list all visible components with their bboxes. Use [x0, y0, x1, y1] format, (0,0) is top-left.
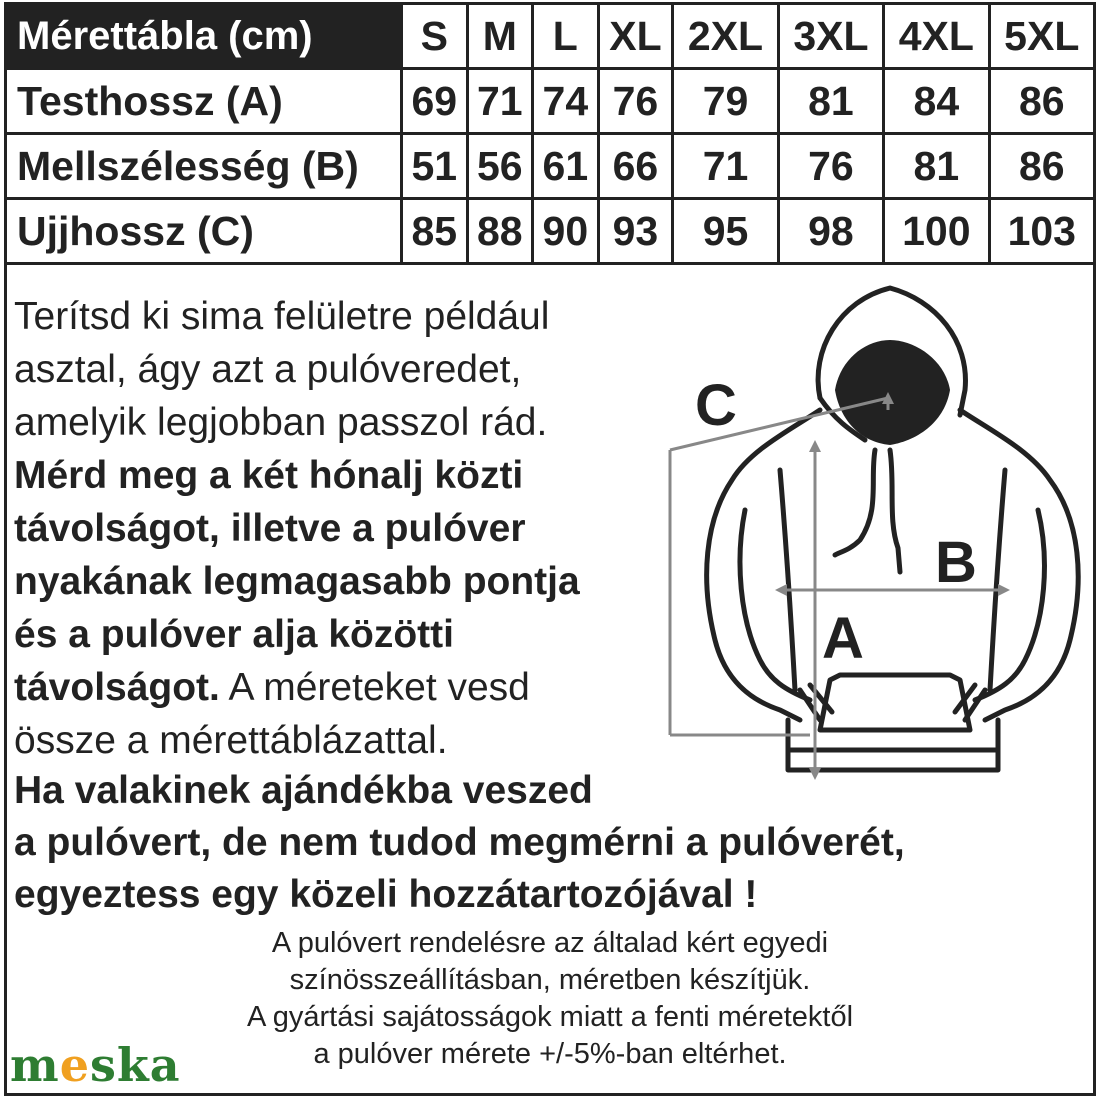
measuring-instructions	[14, 290, 580, 767]
instruction-text: A méreteket vesd	[219, 666, 530, 709]
instruction-line: össze a mérettáblázattal.	[14, 719, 448, 762]
size-col-4xl: 4XL	[884, 4, 989, 69]
table-cell: 103	[989, 199, 1094, 264]
size-col-l: L	[533, 4, 599, 69]
instruction-line: távolságot, illetve a pulóver	[14, 507, 526, 550]
instruction-line	[14, 661, 580, 714]
measure-label-b: B	[935, 530, 977, 595]
table-cell: 90	[533, 199, 599, 264]
table-title: Mérettábla (cm)	[6, 4, 402, 69]
instruction-line: Terítsd ki sima felületre például	[14, 295, 550, 338]
table-cell: 84	[884, 69, 989, 134]
table-cell: 81	[884, 134, 989, 199]
size-col-3xl: 3XL	[778, 4, 883, 69]
logo-text: e	[59, 1038, 90, 1092]
table-cell: 85	[402, 199, 468, 264]
size-col-m: M	[467, 4, 533, 69]
production-note-line: A pulóvert rendelésre az általad kért egyedi	[271, 927, 829, 959]
table-cell: 81	[778, 69, 883, 134]
instruction-bold-text: távolságot.	[14, 666, 220, 709]
table-cell: 76	[598, 69, 673, 134]
gift-note-line: a pulóvert, de nem tudod megmérni a pulóverét,	[14, 821, 905, 864]
measure-label-a: A	[822, 606, 864, 671]
table-cell: 71	[673, 134, 778, 199]
table-cell: 69	[402, 69, 468, 134]
table-cell: 56	[467, 134, 533, 199]
row-label: Mellszélesség (B)	[6, 134, 402, 199]
table-cell: 74	[533, 69, 599, 134]
table-cell: 71	[467, 69, 533, 134]
table-cell: 95	[673, 199, 778, 264]
table-row	[6, 199, 1095, 264]
instruction-line: amelyik legjobban passzol rád.	[14, 401, 548, 444]
table-cell: 61	[533, 134, 599, 199]
measure-label-c: C	[695, 373, 737, 438]
logo-text: m	[10, 1038, 60, 1092]
production-note-line: színösszeállításban, méretben készítjük.	[289, 964, 811, 996]
instruction-line: asztal, ágy azt a pulóveredet,	[14, 348, 522, 391]
logo-text: ska	[89, 1038, 181, 1092]
size-table	[4, 2, 1096, 265]
instruction-line: Mérd meg a két hónalj közti	[14, 454, 524, 497]
row-label: Testhossz (A)	[6, 69, 402, 134]
table-cell: 86	[989, 134, 1094, 199]
table-row	[6, 69, 1095, 134]
production-note-line: A gyártási sajátosságok miatt a fenti méretektől	[246, 1001, 854, 1033]
gift-note-line: egyeztess egy közeli hozzátartozójával !	[14, 873, 758, 916]
table-cell: 93	[598, 199, 673, 264]
size-header-row	[6, 4, 1095, 69]
table-cell: 88	[467, 199, 533, 264]
size-col-2xl: 2XL	[673, 4, 778, 69]
table-cell: 79	[673, 69, 778, 134]
size-col-s: S	[402, 4, 468, 69]
table-cell: 76	[778, 134, 883, 199]
meska-logo	[10, 1038, 181, 1092]
table-cell: 51	[402, 134, 468, 199]
table-cell: 66	[598, 134, 673, 199]
production-note-line: a pulóver mérete +/-5%-ban eltérhet.	[313, 1038, 787, 1070]
gift-note-line: Ha valakinek ajándékba veszed	[14, 769, 593, 812]
instruction-line: és a pulóver alja közötti	[14, 613, 454, 656]
hoodie-icon	[660, 280, 1100, 790]
table-row	[6, 134, 1095, 199]
size-col-5xl: 5XL	[989, 4, 1094, 69]
table-cell: 100	[884, 199, 989, 264]
table-cell: 98	[778, 199, 883, 264]
table-cell: 86	[989, 69, 1094, 134]
size-col-xl: XL	[598, 4, 673, 69]
instruction-line: nyakának legmagasabb pontja	[14, 560, 580, 603]
row-label: Ujjhossz (C)	[6, 199, 402, 264]
